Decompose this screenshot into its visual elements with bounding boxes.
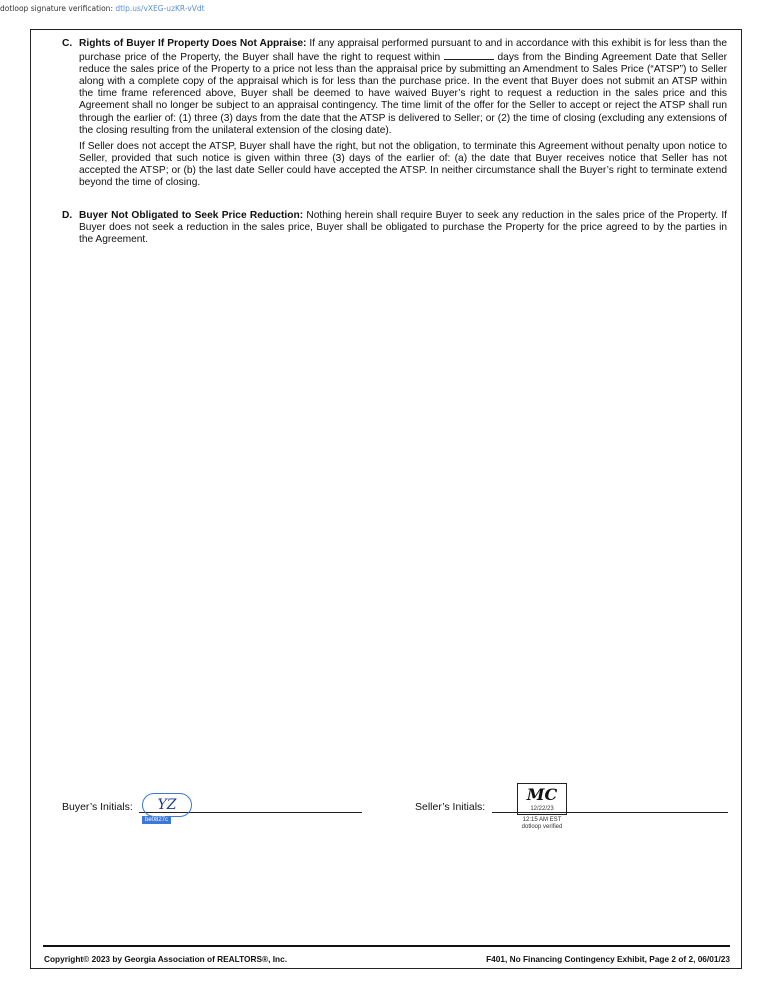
section-d-letter: D. bbox=[62, 210, 73, 221]
section-c-text-a: If any appraisal performed pursuant to and in accordance with this exhibit is for less than the purchase price of the Property, the Buyer shall have the right to request within bbox=[79, 38, 728, 64]
section-c-heading: Rights of Buyer If Property Does Not Appraise: bbox=[79, 38, 307, 49]
seller-sign-time: 12:15 AM EST bbox=[522, 817, 562, 823]
footer-rule bbox=[43, 945, 730, 947]
section-d-heading: Buyer Not Obligated to Seek Price Reduction: bbox=[79, 210, 304, 221]
section-c-paragraph-2: If Seller does not accept the ATSP, Buyer shall have the right, but not the obligation, to terminate this Agreement without penalty upon notice to Seller, provided that such notice is given within three (3) days of the earlier of: (a) the date that Buyer receives notice that Seller has not accepted the ATSP; or (b) the last date Seller could have accepted the ATSP. In neither circumstance shall the Buyer’s right to terminate extend beyond the time of closing. bbox=[79, 140, 727, 189]
section-d-text: Nothing herein shall require Buyer to seek any reduction in the sales price of the Property. If Buyer does not seek a reduction in the sales price, Buyer shall be obligated to purchase the Property for the price agreed to by the parties in the Agreement. bbox=[79, 210, 727, 246]
section-d bbox=[62, 210, 727, 246]
footer-form-info: F401, No Financing Contingency Exhibit, Page 2 of 2, 06/01/23 bbox=[486, 954, 730, 964]
dotloop-verified-badge: dotloop verified bbox=[521, 824, 563, 830]
section-c bbox=[62, 38, 727, 189]
days-blank-field[interactable] bbox=[444, 50, 494, 60]
section-c-letter: C. bbox=[62, 38, 73, 49]
section-d-paragraph bbox=[79, 210, 727, 246]
buyer-signature-id: be0827c bbox=[142, 816, 171, 824]
seller-sign-date: 12/22/23 bbox=[530, 806, 554, 812]
section-c-text-b: days from the Binding Agreement Date that Seller reduce the sales price of the Property to a price not less than the appraisal price by submitting an Amendment to Sales Price (“ATSP”) to Seller along with a complete copy of the appraisal which is for less than the purchase price. In the event that Buyer does not submit an ATSP within the time frame referenced above, Buyer shall be deemed to have waived Buyer’s right to request a reduction in the sales price and this Agreement shall no longer be subject to an appraisal contingency. The time limit of the offer for the Seller to accept or reject the ATSP shall run through the earlier of: (1) three (3) days from the date that the ATSP is delivered to Seller; or (2) the time of closing (excluding any extensions of the closing resulting from the unilateral extension of the closing date). bbox=[79, 52, 727, 136]
verification-label: dotloop signature verification: bbox=[0, 4, 113, 13]
buyer-initials-label: Buyer’s Initials: bbox=[62, 801, 133, 813]
section-c-paragraph-1 bbox=[79, 38, 727, 137]
seller-initials-label: Seller’s Initials: bbox=[415, 801, 486, 813]
signature-verification bbox=[0, 4, 205, 13]
verification-link[interactable]: dtlp.us/vXEG-uzKR-vVdt bbox=[115, 4, 205, 13]
footer-copyright: Copyright© 2023 by Georgia Association of REALTORS®, Inc. bbox=[44, 954, 288, 964]
seller-initials-mark: MC bbox=[526, 785, 558, 804]
buyer-initials-signature[interactable]: YZ bbox=[142, 793, 192, 817]
seller-initials-signature[interactable] bbox=[517, 783, 567, 815]
